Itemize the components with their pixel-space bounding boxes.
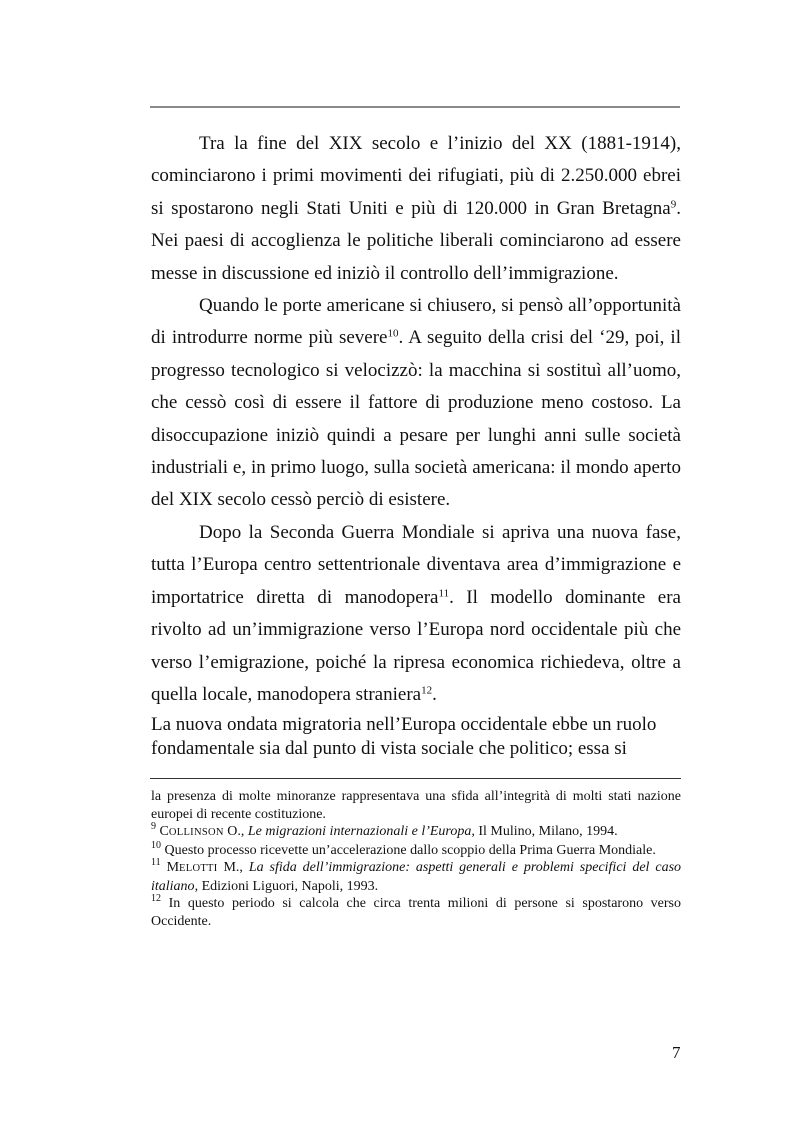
footnote-9-title: Le migrazioni internazionali e l’Europa, bbox=[247, 824, 475, 839]
footnote-ref-12: 12 bbox=[421, 684, 433, 697]
paragraph-2 bbox=[151, 290, 681, 517]
footnote-9 bbox=[151, 823, 681, 842]
paragraph-1-text-cont: . Nei paesi di accoglienza le politiche liberali cominciarono ad essere messe in discussione ed iniziò il controllo dell’immigrazione. bbox=[151, 197, 681, 284]
paragraph-2-text-cont: . A seguito della crisi del ‘29, poi, il progresso tecnologico si velocizzò: la macchina si sostituì all’uomo, che cessò così di essere il fattore di produzione meno costoso. La disoccupazione iniziò quindi a pesare per lunghi anni sulle società industriali e, in primo luogo, sulla società americana: il mondo aperto del XIX secolo cessò perciò di esistere. bbox=[151, 327, 681, 511]
paragraph-1 bbox=[151, 128, 681, 290]
paragraph-3-text-cont: . Il modello dominante era rivolto ad un’immigrazione verso l’Europa nord occidentale più che verso l’emigrazione, poiché la ripresa economica richiedeva, oltre a quella locale, manodopera straniera bbox=[151, 586, 681, 705]
footnote-11-author-after: M., bbox=[217, 860, 249, 875]
paragraph-3 bbox=[151, 517, 681, 711]
footnote-12-number: 12 bbox=[151, 893, 161, 904]
footnote-11-title: La sfida dell’immigrazione: aspetti generali e problemi specifici del caso italiano bbox=[151, 860, 682, 894]
footnote-12 bbox=[151, 895, 681, 930]
footnote-9-publisher: Il Mulino, Milano, 1994. bbox=[474, 824, 618, 839]
footnote-continuation: la presenza di molte minoranze rappresentava una sfida all’integrità di molti stati nazione europei di recente costituzione. bbox=[151, 789, 681, 822]
footnote-11-author-rest: ELOTTI bbox=[179, 863, 218, 874]
paragraph-4: La nuova ondata migratoria nell’Europa occidentale ebbe un ruolo fondamentale sia dal punto di vista sociale che politico; essa si bbox=[151, 714, 657, 760]
footnote-11-publisher: , Edizioni Liguori, Napoli, 1993. bbox=[194, 878, 379, 894]
paragraph-1-text: Tra la fine del XIX secolo e l’inizio del XX (1881-1914), cominciarono i primi movimenti dei rifugiati, più di 2.250.000 ebrei si spostarono negli Stati Uniti e più di 120.000 in Gran Bretagna bbox=[151, 133, 681, 219]
footnote-ref-11: 11 bbox=[438, 587, 450, 600]
footnote-11-number: 11 bbox=[151, 857, 161, 868]
page-number: 7 bbox=[672, 1043, 681, 1062]
footnote-ref-9: 9 bbox=[670, 198, 677, 211]
footnotes bbox=[151, 788, 681, 930]
paragraph-3-text: Dopo la Seconda Guerra Mondiale si apriva una nuova fase, tutta l’Europa centro settentrionale diventava area d’immigrazione e importatrice diretta di manodopera bbox=[151, 521, 681, 608]
footnote-rule bbox=[150, 778, 681, 779]
footnote-9-author-after: O., bbox=[223, 824, 248, 839]
footnote-12-text: In questo periodo si calcola che circa trenta milioni di persone si spostarono verso Occidente. bbox=[151, 896, 681, 929]
footnote-9-author-rest: OLLINSON bbox=[168, 827, 224, 838]
footnote-ref-10: 10 bbox=[387, 327, 399, 340]
footnote-9-author-initial: C bbox=[159, 824, 169, 839]
header-rule bbox=[150, 106, 680, 108]
footnote-10 bbox=[151, 839, 681, 860]
paragraph-2-text: Quando le porte americane si chiusero, si pensò all’opportunità di introdurre norme più severe bbox=[151, 295, 681, 349]
footnote-11 bbox=[151, 859, 681, 895]
footnote-10-text: Questo processo ricevette un’accelerazione dallo scoppio della Prima Guerra Mondiale. bbox=[161, 842, 656, 858]
footnote-10-number: 10 bbox=[151, 839, 161, 851]
footnote-9-number: 9 bbox=[151, 821, 156, 832]
body-text bbox=[151, 128, 681, 761]
footnote-11-author-initial: M bbox=[166, 860, 180, 875]
paragraph-3-text-end: . bbox=[432, 683, 437, 705]
